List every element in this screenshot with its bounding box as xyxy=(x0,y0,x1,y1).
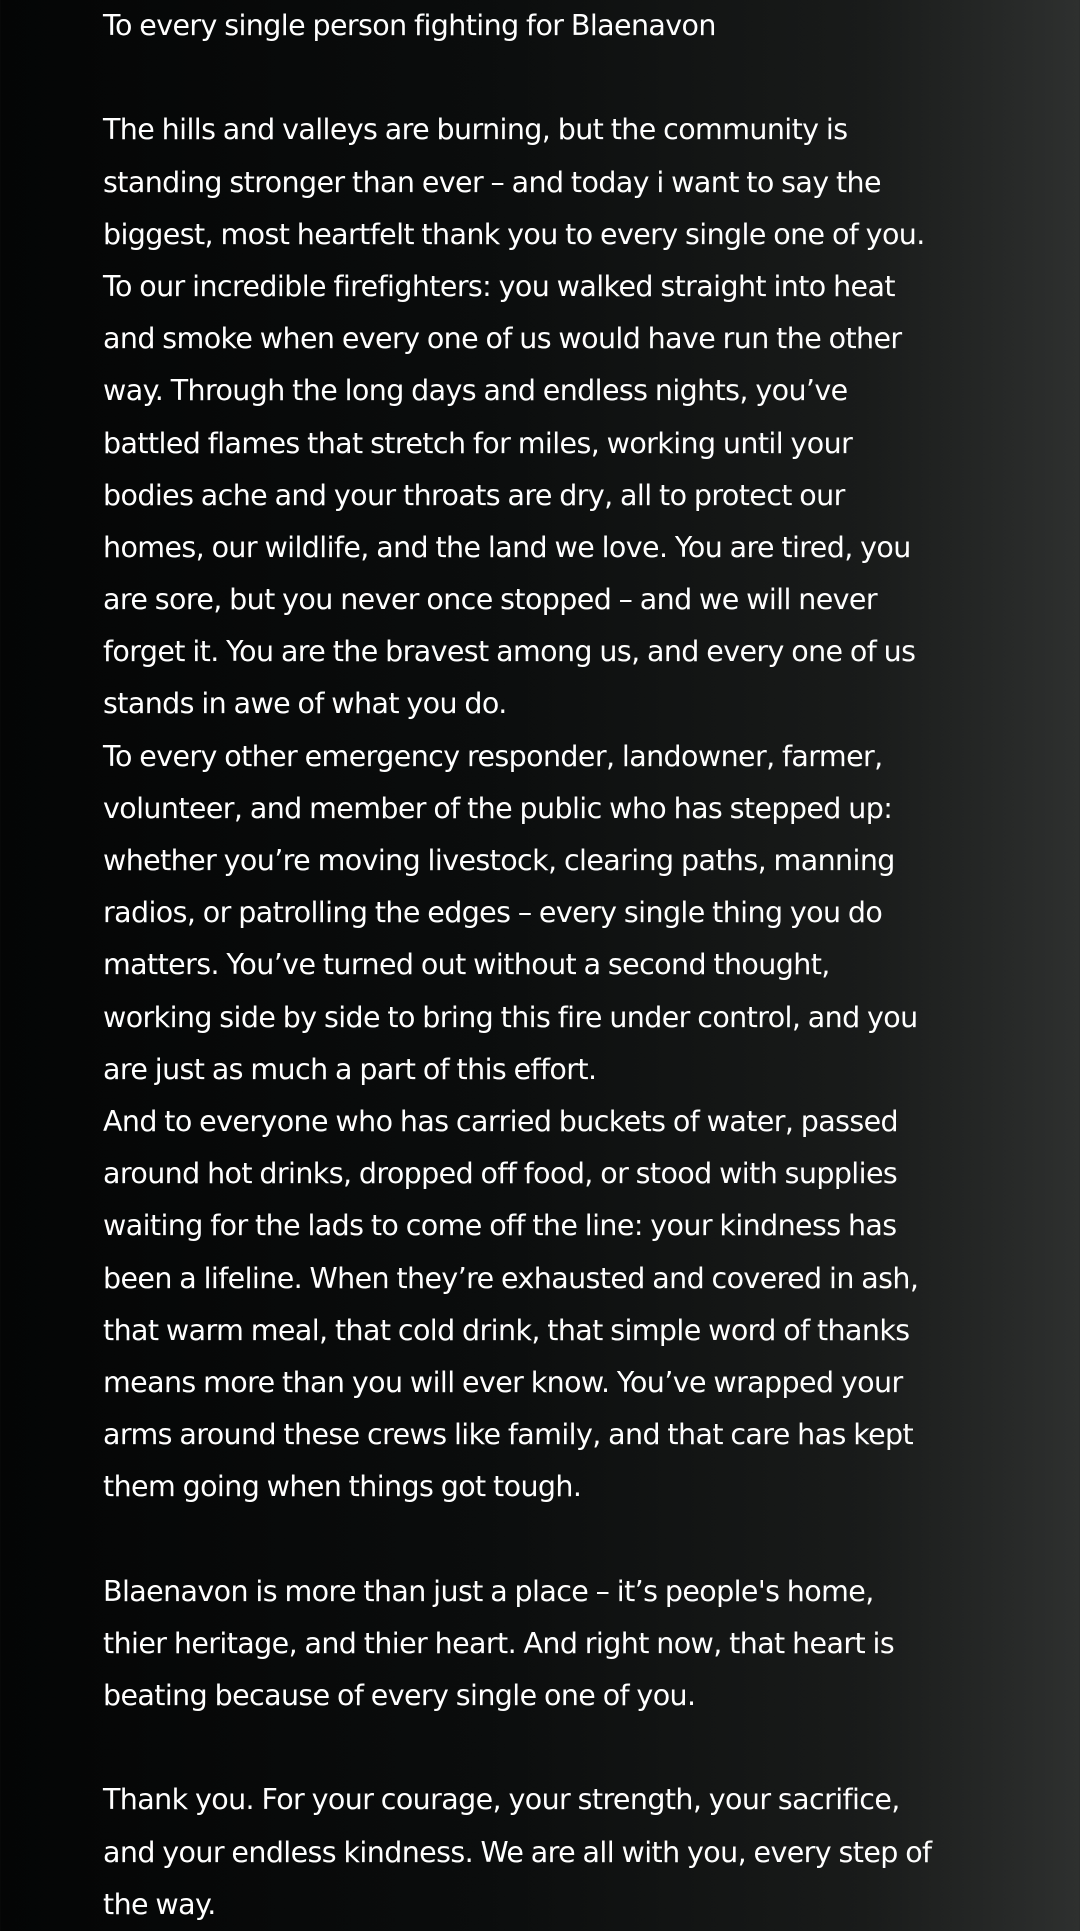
text-line: beating because of every single one of you. xyxy=(103,1679,696,1712)
text-line: means more than you will ever know. You’ve wrapped your xyxy=(103,1365,903,1399)
text-line: that warm meal, that cold drink, that simple word of thanks xyxy=(103,1313,910,1347)
text-line: To every other emergency responder, landowner, farmer, xyxy=(103,739,883,773)
text-line: whether you’re moving livestock, clearing paths, manning xyxy=(103,844,895,877)
paragraph-thanks-firefighters xyxy=(103,104,1003,1513)
text-line: homes, our wildlife, and the land we love. You are tired, you xyxy=(103,530,911,564)
text-line: matters. You’ve turned out without a second thought, xyxy=(103,948,830,982)
letter-heading: To every single person fighting for Blaenavon xyxy=(103,9,716,42)
text-line: biggest, most heartfelt thank you to every single one of you. xyxy=(103,217,925,251)
text-line: forget it. You are the bravest among us, and every one of us xyxy=(103,635,916,669)
paragraph-closing-thanks xyxy=(103,1774,1003,1931)
text-line: The hills and valleys are burning, but the community is xyxy=(103,113,848,147)
text-line: way. Through the long days and endless nights, you’ve xyxy=(103,374,848,408)
text-line: them going when things got tough. xyxy=(103,1470,582,1504)
paragraph-spacer xyxy=(103,1513,1003,1565)
text-line: waiting for the lads to come off the line: your kindness has xyxy=(103,1209,897,1243)
text-line: the way. xyxy=(103,1887,216,1921)
paragraph-spacer xyxy=(103,52,1003,104)
letter-body xyxy=(103,0,1003,1931)
text-line: are just as much a part of this effort. xyxy=(103,1052,597,1086)
text-line: are sore, but you never once stopped – and we will never xyxy=(103,583,877,617)
text-line: working side by side to bring this fire under control, and you xyxy=(103,1000,918,1034)
text-line: arms around these crews like family, and that care has kept xyxy=(103,1418,914,1452)
text-line: radios, or patrolling the edges – every single thing you do xyxy=(103,896,883,930)
paragraph-spacer xyxy=(103,1722,1003,1774)
text-line: Blaenavon is more than just a place – it’s people's home, xyxy=(103,1574,874,1608)
text-line: standing stronger than ever – and today i want to say the xyxy=(103,165,881,199)
paragraph-blaenavon-home xyxy=(103,1566,1003,1723)
text-line: been a lifeline. When they’re exhausted and covered in ash, xyxy=(103,1261,919,1295)
text-line: battled flames that stretch for miles, working until your xyxy=(103,426,853,460)
text-line: volunteer, and member of the public who has stepped up: xyxy=(103,791,893,825)
text-line: thier heritage, and thier heart. And right now, that heart is xyxy=(103,1626,895,1660)
text-line: To our incredible firefighters: you walked straight into heat xyxy=(103,269,895,303)
text-line: and your endless kindness. We are all with you, every step of xyxy=(103,1835,932,1869)
text-line: bodies ache and your throats are dry, all to protect our xyxy=(103,478,845,512)
text-line: and smoke when every one of us would have run the other xyxy=(103,322,902,356)
text-line: around hot drinks, dropped off food, or stood with supplies xyxy=(103,1157,898,1191)
text-line: Thank you. For your courage, your strength, your sacrifice, xyxy=(103,1783,900,1817)
text-line: And to everyone who has carried buckets of water, passed xyxy=(103,1104,899,1138)
text-line: stands in awe of what you do. xyxy=(103,687,507,721)
